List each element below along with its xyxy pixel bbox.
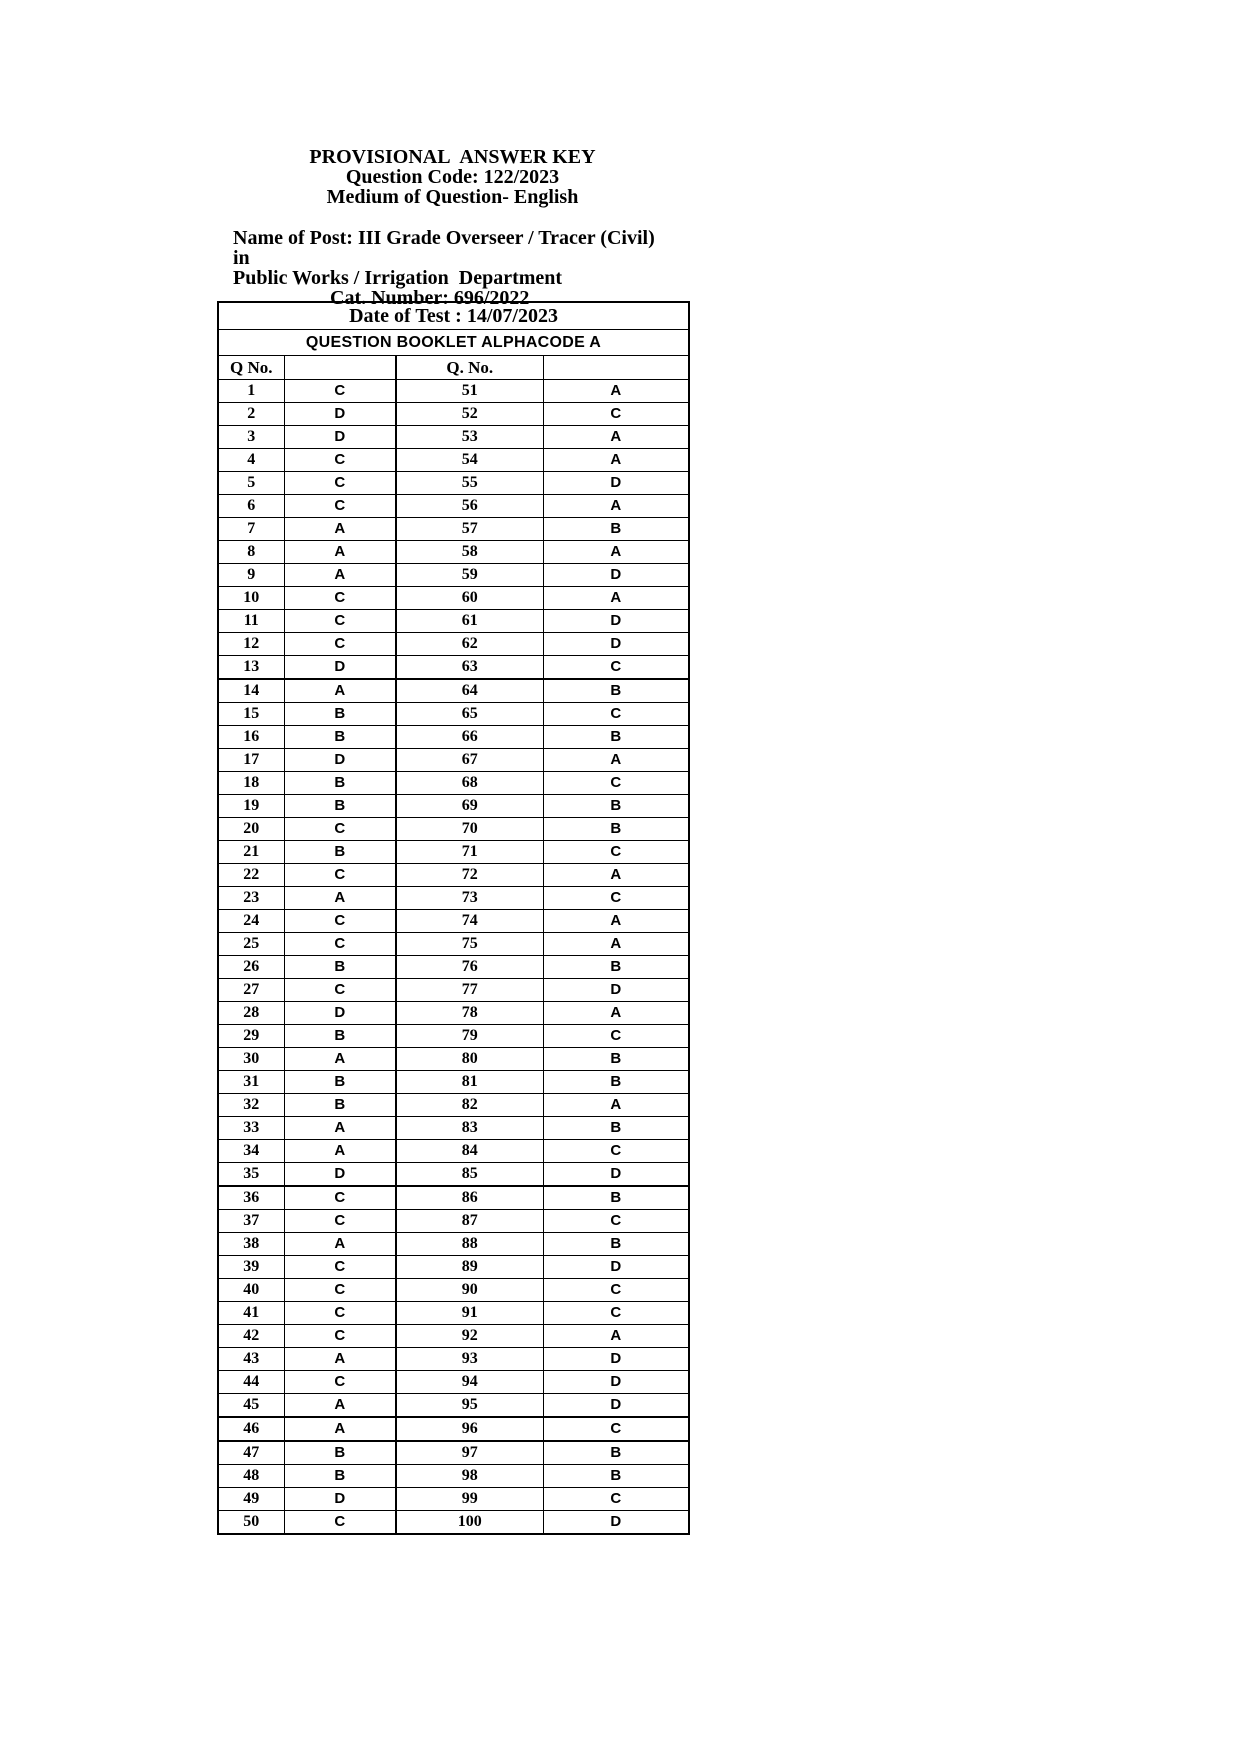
answer-right: A bbox=[543, 587, 689, 610]
table-row bbox=[218, 1233, 689, 1256]
answer-right: A bbox=[543, 1094, 689, 1117]
answer-right: B bbox=[543, 1465, 689, 1488]
question-number-left: 29 bbox=[218, 1025, 284, 1048]
answer-right: B bbox=[543, 1048, 689, 1071]
question-number-left: 4 bbox=[218, 449, 284, 472]
answer-left: A bbox=[284, 1417, 396, 1441]
answer-right: D bbox=[543, 979, 689, 1002]
question-number-right: 90 bbox=[396, 1279, 543, 1302]
question-number-right: 67 bbox=[396, 749, 543, 772]
question-number-left: 2 bbox=[218, 403, 284, 426]
answer-right: A bbox=[543, 1002, 689, 1025]
table-row bbox=[218, 1465, 689, 1488]
question-number-left: 33 bbox=[218, 1117, 284, 1140]
question-number-right: 73 bbox=[396, 887, 543, 910]
answer-left: B bbox=[284, 841, 396, 864]
question-number-left: 21 bbox=[218, 841, 284, 864]
question-number-right: 70 bbox=[396, 818, 543, 841]
table-row bbox=[218, 449, 689, 472]
answer-left: C bbox=[284, 610, 396, 633]
question-number-left: 34 bbox=[218, 1140, 284, 1163]
question-number-right: 79 bbox=[396, 1025, 543, 1048]
answer-right: C bbox=[543, 403, 689, 426]
question-number-right: 57 bbox=[396, 518, 543, 541]
table-row bbox=[218, 1441, 689, 1465]
answer-left: B bbox=[284, 795, 396, 818]
question-number-right: 89 bbox=[396, 1256, 543, 1279]
answer-right: C bbox=[543, 1417, 689, 1441]
answer-right: B bbox=[543, 818, 689, 841]
table-row bbox=[218, 518, 689, 541]
answer-right: D bbox=[543, 633, 689, 656]
answer-left: C bbox=[284, 933, 396, 956]
answer-right: A bbox=[543, 495, 689, 518]
answer-left: C bbox=[284, 1186, 396, 1210]
question-number-right: 95 bbox=[396, 1394, 543, 1418]
question-number-right: 51 bbox=[396, 380, 543, 403]
question-number-right: 59 bbox=[396, 564, 543, 587]
answer-right: A bbox=[543, 449, 689, 472]
answer-left: A bbox=[284, 1233, 396, 1256]
answer-right: B bbox=[543, 726, 689, 749]
question-number-right: 71 bbox=[396, 841, 543, 864]
answer-left: C bbox=[284, 1325, 396, 1348]
answer-left: C bbox=[284, 910, 396, 933]
question-number-left: 16 bbox=[218, 726, 284, 749]
question-number-right: 60 bbox=[396, 587, 543, 610]
question-number-left: 39 bbox=[218, 1256, 284, 1279]
question-number-left: 6 bbox=[218, 495, 284, 518]
answer-left: C bbox=[284, 587, 396, 610]
question-number-left: 38 bbox=[218, 1233, 284, 1256]
cat-number: Cat. Number: 696/2022 bbox=[330, 287, 530, 309]
table-row bbox=[218, 795, 689, 818]
answer-left: B bbox=[284, 1071, 396, 1094]
answer-right: D bbox=[543, 564, 689, 587]
table-row bbox=[218, 1302, 689, 1325]
question-number-right: 52 bbox=[396, 403, 543, 426]
table-row bbox=[218, 1071, 689, 1094]
answer-left: B bbox=[284, 1025, 396, 1048]
question-number-left: 23 bbox=[218, 887, 284, 910]
table-row bbox=[218, 587, 689, 610]
column-header-row bbox=[218, 356, 689, 380]
question-number-left: 49 bbox=[218, 1488, 284, 1511]
question-number-left: 44 bbox=[218, 1371, 284, 1394]
answer-right: B bbox=[543, 1233, 689, 1256]
answer-right: A bbox=[543, 749, 689, 772]
table-row bbox=[218, 1325, 689, 1348]
question-number-right: 100 bbox=[396, 1511, 543, 1535]
post-info-block bbox=[233, 228, 663, 308]
answer-right: B bbox=[543, 1186, 689, 1210]
answer-left: C bbox=[284, 633, 396, 656]
answer-right: D bbox=[543, 1511, 689, 1535]
question-number-left: 32 bbox=[218, 1094, 284, 1117]
table-row bbox=[218, 1094, 689, 1117]
question-number-right: 65 bbox=[396, 703, 543, 726]
medium-of-question: Medium of Question- English bbox=[326, 186, 579, 208]
answer-key-table bbox=[217, 301, 690, 1535]
document-title: PROVISIONAL ANSWER KEY bbox=[309, 146, 596, 168]
question-number-right: 77 bbox=[396, 979, 543, 1002]
table-row bbox=[218, 1256, 689, 1279]
answer-left: D bbox=[284, 1488, 396, 1511]
answer-right: A bbox=[543, 933, 689, 956]
answer-right: A bbox=[543, 910, 689, 933]
answer-left: D bbox=[284, 426, 396, 449]
question-number-right: 72 bbox=[396, 864, 543, 887]
table-row bbox=[218, 610, 689, 633]
question-number-left: 48 bbox=[218, 1465, 284, 1488]
answer-left: A bbox=[284, 1117, 396, 1140]
answer-left: A bbox=[284, 1140, 396, 1163]
answer-right: C bbox=[543, 1025, 689, 1048]
question-number-right: 98 bbox=[396, 1465, 543, 1488]
question-number-left: 19 bbox=[218, 795, 284, 818]
col-header-qno-right: Q. No. bbox=[396, 356, 543, 380]
col-header-qno-left: Q No. bbox=[218, 356, 284, 380]
question-number-right: 96 bbox=[396, 1417, 543, 1441]
booklet-alphacode-row bbox=[218, 330, 689, 356]
answer-left: D bbox=[284, 656, 396, 680]
table-row bbox=[218, 1140, 689, 1163]
answer-left: B bbox=[284, 772, 396, 795]
date-of-test-row bbox=[218, 302, 689, 330]
date-of-test: Date of Test : 14/07/2023 bbox=[218, 302, 689, 330]
question-number-right: 91 bbox=[396, 1302, 543, 1325]
table-row bbox=[218, 1488, 689, 1511]
table-row bbox=[218, 726, 689, 749]
question-number-right: 85 bbox=[396, 1163, 543, 1187]
question-number-left: 43 bbox=[218, 1348, 284, 1371]
question-number-left: 36 bbox=[218, 1186, 284, 1210]
answer-right: C bbox=[543, 1302, 689, 1325]
table-row bbox=[218, 1163, 689, 1187]
table-row bbox=[218, 703, 689, 726]
question-number-right: 58 bbox=[396, 541, 543, 564]
question-number-right: 99 bbox=[396, 1488, 543, 1511]
table-row bbox=[218, 380, 689, 403]
question-number-left: 7 bbox=[218, 518, 284, 541]
question-number-left: 30 bbox=[218, 1048, 284, 1071]
answer-left: C bbox=[284, 818, 396, 841]
answer-left: D bbox=[284, 1163, 396, 1187]
answer-left: C bbox=[284, 495, 396, 518]
question-number-right: 66 bbox=[396, 726, 543, 749]
answer-left: C bbox=[284, 449, 396, 472]
document-title-block bbox=[190, 147, 715, 207]
question-number-left: 45 bbox=[218, 1394, 284, 1418]
answer-left: C bbox=[284, 1511, 396, 1535]
question-number-right: 55 bbox=[396, 472, 543, 495]
booklet-alphacode: QUESTION BOOKLET ALPHACODE A bbox=[218, 330, 689, 356]
question-number-right: 74 bbox=[396, 910, 543, 933]
question-number-left: 27 bbox=[218, 979, 284, 1002]
question-number-left: 9 bbox=[218, 564, 284, 587]
question-number-right: 69 bbox=[396, 795, 543, 818]
answer-right: D bbox=[543, 1371, 689, 1394]
question-number-left: 10 bbox=[218, 587, 284, 610]
question-number-right: 76 bbox=[396, 956, 543, 979]
question-number-left: 35 bbox=[218, 1163, 284, 1187]
question-number-left: 41 bbox=[218, 1302, 284, 1325]
table-row bbox=[218, 495, 689, 518]
answer-right: D bbox=[543, 1163, 689, 1187]
question-number-left: 22 bbox=[218, 864, 284, 887]
question-number-right: 81 bbox=[396, 1071, 543, 1094]
table-row bbox=[218, 1394, 689, 1418]
question-number-left: 13 bbox=[218, 656, 284, 680]
answer-left: C bbox=[284, 1210, 396, 1233]
col-header-answer-left bbox=[284, 356, 396, 380]
table-row bbox=[218, 749, 689, 772]
table-row bbox=[218, 656, 689, 680]
question-number-right: 78 bbox=[396, 1002, 543, 1025]
table-row bbox=[218, 910, 689, 933]
post-name-line-1: Name of Post: III Grade Overseer / Tracer (Civil) in bbox=[233, 227, 655, 269]
question-number-left: 11 bbox=[218, 610, 284, 633]
question-number-right: 68 bbox=[396, 772, 543, 795]
question-number-right: 56 bbox=[396, 495, 543, 518]
answer-left: A bbox=[284, 564, 396, 587]
question-number-right: 61 bbox=[396, 610, 543, 633]
answer-left: A bbox=[284, 1394, 396, 1418]
question-number-right: 83 bbox=[396, 1117, 543, 1140]
question-number-right: 80 bbox=[396, 1048, 543, 1071]
answer-right: B bbox=[543, 795, 689, 818]
answer-right: D bbox=[543, 1348, 689, 1371]
table-row bbox=[218, 864, 689, 887]
table-row bbox=[218, 1279, 689, 1302]
answer-left: B bbox=[284, 956, 396, 979]
question-number-right: 86 bbox=[396, 1186, 543, 1210]
question-number-left: 24 bbox=[218, 910, 284, 933]
answer-right: D bbox=[543, 1256, 689, 1279]
answer-right: C bbox=[543, 656, 689, 680]
question-number-left: 15 bbox=[218, 703, 284, 726]
question-number-left: 5 bbox=[218, 472, 284, 495]
answer-right: C bbox=[543, 772, 689, 795]
table-row bbox=[218, 979, 689, 1002]
answer-right: A bbox=[543, 864, 689, 887]
question-number-left: 50 bbox=[218, 1511, 284, 1535]
answer-left: A bbox=[284, 1048, 396, 1071]
question-number-left: 14 bbox=[218, 679, 284, 703]
answer-right: C bbox=[543, 703, 689, 726]
table-row bbox=[218, 1348, 689, 1371]
question-number-left: 31 bbox=[218, 1071, 284, 1094]
col-header-answer-right bbox=[543, 356, 689, 380]
table-row bbox=[218, 933, 689, 956]
question-number-right: 63 bbox=[396, 656, 543, 680]
answer-left: C bbox=[284, 1302, 396, 1325]
answer-right: A bbox=[543, 426, 689, 449]
answer-left: D bbox=[284, 1002, 396, 1025]
answer-left: C bbox=[284, 472, 396, 495]
question-number-right: 82 bbox=[396, 1094, 543, 1117]
answer-left: D bbox=[284, 403, 396, 426]
table-row bbox=[218, 1186, 689, 1210]
question-number-right: 54 bbox=[396, 449, 543, 472]
answer-right: D bbox=[543, 472, 689, 495]
question-number-left: 47 bbox=[218, 1441, 284, 1465]
question-number-right: 53 bbox=[396, 426, 543, 449]
answer-left: A bbox=[284, 1348, 396, 1371]
question-number-left: 1 bbox=[218, 380, 284, 403]
answer-left: B bbox=[284, 703, 396, 726]
answer-right: C bbox=[543, 1140, 689, 1163]
answer-left: C bbox=[284, 1279, 396, 1302]
question-number-right: 64 bbox=[396, 679, 543, 703]
answer-right: A bbox=[543, 1325, 689, 1348]
answer-right: B bbox=[543, 518, 689, 541]
question-number-right: 62 bbox=[396, 633, 543, 656]
question-number-left: 25 bbox=[218, 933, 284, 956]
answer-left: A bbox=[284, 541, 396, 564]
table-row bbox=[218, 679, 689, 703]
table-row bbox=[218, 1511, 689, 1535]
table-row bbox=[218, 841, 689, 864]
table-row bbox=[218, 426, 689, 449]
table-row bbox=[218, 541, 689, 564]
table-row bbox=[218, 564, 689, 587]
answer-left: B bbox=[284, 726, 396, 749]
answer-right: C bbox=[543, 887, 689, 910]
table-row bbox=[218, 772, 689, 795]
answer-right: C bbox=[543, 841, 689, 864]
question-number-right: 92 bbox=[396, 1325, 543, 1348]
answer-right: B bbox=[543, 1071, 689, 1094]
answer-left: A bbox=[284, 679, 396, 703]
answer-right: B bbox=[543, 1441, 689, 1465]
question-number-left: 28 bbox=[218, 1002, 284, 1025]
answer-left: B bbox=[284, 1094, 396, 1117]
question-number-right: 88 bbox=[396, 1233, 543, 1256]
question-number-right: 87 bbox=[396, 1210, 543, 1233]
question-number-left: 20 bbox=[218, 818, 284, 841]
table-row bbox=[218, 1210, 689, 1233]
answer-left: A bbox=[284, 887, 396, 910]
answer-right: C bbox=[543, 1279, 689, 1302]
question-number-left: 40 bbox=[218, 1279, 284, 1302]
answer-right: D bbox=[543, 610, 689, 633]
table-row bbox=[218, 1025, 689, 1048]
answer-right: C bbox=[543, 1210, 689, 1233]
post-name-line-2: Public Works / Irrigation Department bbox=[233, 267, 563, 289]
table-row bbox=[218, 1371, 689, 1394]
table-row bbox=[218, 1417, 689, 1441]
answer-left: C bbox=[284, 1371, 396, 1394]
question-number-right: 97 bbox=[396, 1441, 543, 1465]
table-row bbox=[218, 403, 689, 426]
question-number-right: 94 bbox=[396, 1371, 543, 1394]
question-code: Question Code: 122/2023 bbox=[345, 166, 560, 188]
answer-left: C bbox=[284, 864, 396, 887]
question-number-right: 75 bbox=[396, 933, 543, 956]
table-row bbox=[218, 1002, 689, 1025]
answer-left: C bbox=[284, 380, 396, 403]
question-number-left: 12 bbox=[218, 633, 284, 656]
answer-left: D bbox=[284, 749, 396, 772]
question-number-left: 3 bbox=[218, 426, 284, 449]
table-row bbox=[218, 633, 689, 656]
answer-left: A bbox=[284, 518, 396, 541]
answer-right: B bbox=[543, 1117, 689, 1140]
table-row bbox=[218, 1048, 689, 1071]
answer-left: B bbox=[284, 1465, 396, 1488]
question-number-left: 42 bbox=[218, 1325, 284, 1348]
answer-right: B bbox=[543, 679, 689, 703]
question-number-right: 84 bbox=[396, 1140, 543, 1163]
question-number-left: 18 bbox=[218, 772, 284, 795]
question-number-left: 8 bbox=[218, 541, 284, 564]
question-number-left: 17 bbox=[218, 749, 284, 772]
table-row bbox=[218, 1117, 689, 1140]
answer-right: C bbox=[543, 1488, 689, 1511]
question-number-left: 46 bbox=[218, 1417, 284, 1441]
answer-left: B bbox=[284, 1441, 396, 1465]
answer-left: C bbox=[284, 1256, 396, 1279]
question-number-left: 26 bbox=[218, 956, 284, 979]
table-row bbox=[218, 818, 689, 841]
answer-right: A bbox=[543, 380, 689, 403]
question-number-right: 93 bbox=[396, 1348, 543, 1371]
table-row bbox=[218, 956, 689, 979]
answer-right: D bbox=[543, 1394, 689, 1418]
table-row bbox=[218, 887, 689, 910]
answer-left: C bbox=[284, 979, 396, 1002]
question-number-left: 37 bbox=[218, 1210, 284, 1233]
answer-right: A bbox=[543, 541, 689, 564]
answer-right: B bbox=[543, 956, 689, 979]
table-row bbox=[218, 472, 689, 495]
